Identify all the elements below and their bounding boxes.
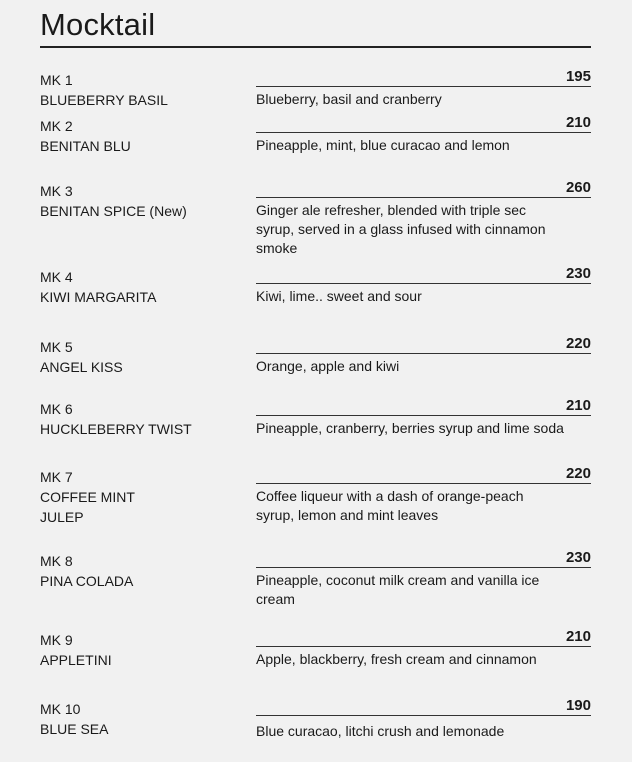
item-description: Coffee liqueur with a dash of orange-peach syrup, lemon and mint leaves [256,488,524,523]
item-name: BLUE SEA [40,721,109,737]
item-price: 230 [565,265,591,282]
item-name: ANGEL KISS [40,359,123,375]
item-code: MK 1 [40,72,73,88]
item-price: 210 [565,397,591,414]
price-rule [256,132,591,133]
title-underline [40,46,591,48]
item-description: Pineapple, mint, blue curacao and lemon [256,137,510,153]
item-name: BENITAN SPICE (New) [40,203,187,219]
price-rule [256,483,591,484]
item-description: Blue curacao, litchi crush and lemonade [256,723,505,739]
item-code: MK 8 [40,553,73,569]
item-price: 210 [565,628,591,645]
item-description: Pineapple, coconut milk cream and vanilla ice cream [256,572,540,607]
item-code: MK 7 [40,469,73,485]
item-description: Pineapple, cranberry, berries syrup and lime soda [256,420,564,436]
price-rule [256,415,591,416]
item-code: MK 2 [40,118,73,134]
item-description: Orange, apple and kiwi [256,358,400,374]
price-rule [256,715,591,716]
item-code: MK 4 [40,269,73,285]
price-rule [256,197,591,198]
item-price: 260 [565,179,591,196]
item-description: Kiwi, lime.. sweet and sour [256,288,422,304]
item-price: 220 [565,335,591,352]
item-name: BLUEBERRY BASIL [40,92,168,108]
item-price: 195 [565,68,591,85]
item-code: MK 10 [40,701,81,717]
item-name: APPLETINI [40,652,112,668]
price-rule [256,567,591,568]
item-name: COFFEE MINT JULEP [40,489,135,525]
price-rule [256,646,591,647]
item-description: Ginger ale refresher, blended with triple sec syrup, served in a glass infused with cinnamon smoke [256,202,546,256]
item-name: KIWI MARGARITA [40,289,157,305]
item-name: PINA COLADA [40,573,134,589]
item-price: 190 [565,697,591,714]
item-code: MK 6 [40,401,73,417]
item-code: MK 9 [40,632,73,648]
item-price: 210 [565,114,591,131]
price-rule [256,86,591,87]
item-price: 220 [565,465,591,482]
item-description: Blueberry, basil and cranberry [256,91,442,107]
page-title: Mocktail [40,7,156,42]
item-name: HUCKLEBERRY TWIST [40,421,192,437]
item-code: MK 3 [40,183,73,199]
item-price: 230 [565,549,591,566]
item-name: BENITAN BLU [40,138,131,154]
item-description: Apple, blackberry, fresh cream and cinnamon [256,651,537,667]
price-rule [256,353,591,354]
price-rule [256,283,591,284]
item-code: MK 5 [40,339,73,355]
